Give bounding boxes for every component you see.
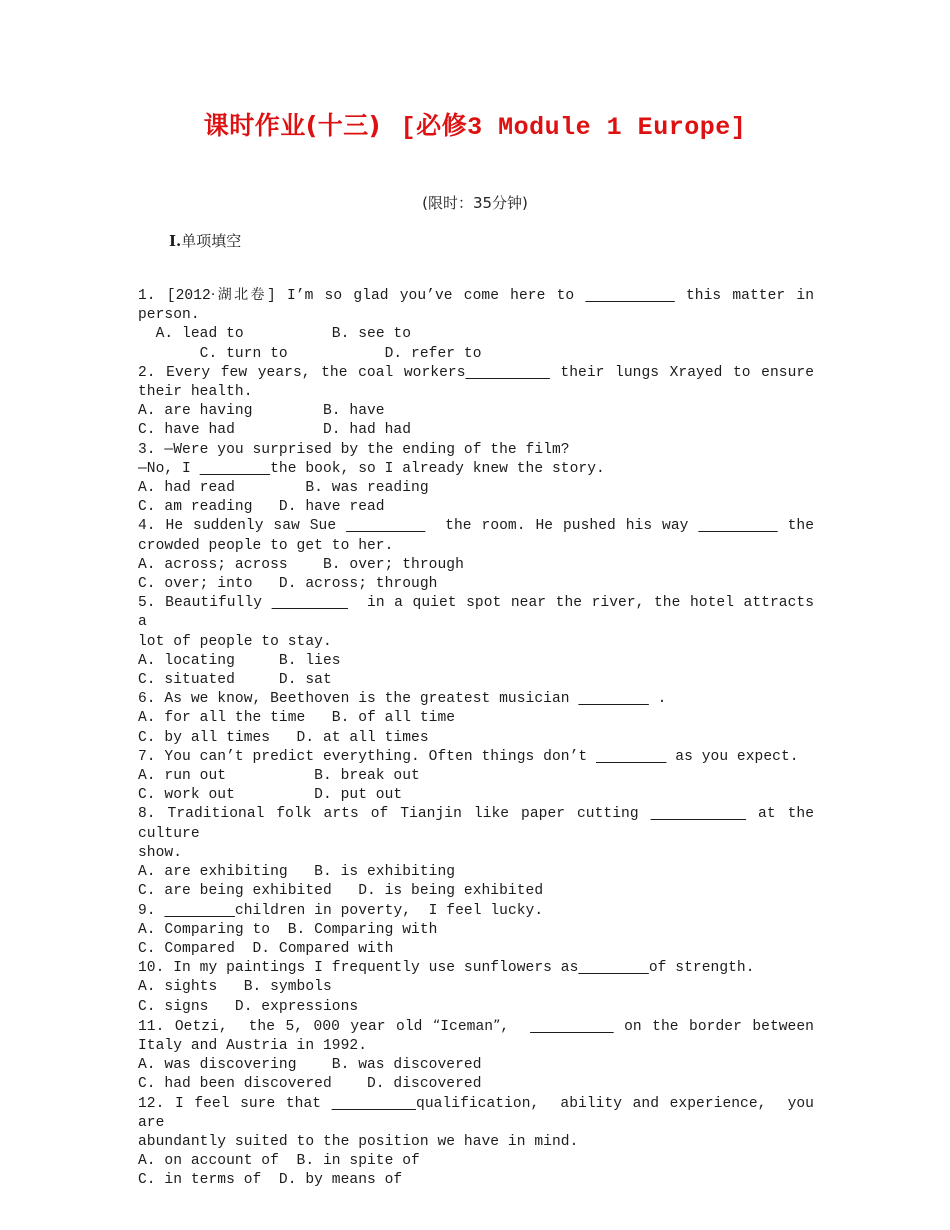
text-run: C. are being exhibited D. is being exhibited — [138, 883, 544, 900]
text-line-q12-opt-cd — [138, 1171, 814, 1190]
text-run: C. by all times D. at all times — [138, 729, 429, 746]
text-line-q9-stem-1 — [138, 902, 814, 921]
text-line-q2-opt-ab — [138, 402, 814, 421]
text-run: children in poverty, I feel lucky. — [234, 902, 544, 919]
text-line-q6-opt-ab — [138, 709, 814, 728]
question-body — [138, 286, 823, 1191]
text-line-q3-stem-1 — [138, 441, 814, 460]
page-title — [0, 106, 950, 142]
text-run: 6. As we know, Beethoven is the greatest musician — [138, 691, 579, 708]
text-line-q6-opt-cd — [138, 729, 814, 748]
answer-blank — [578, 691, 648, 707]
text-run: their health. — [138, 384, 253, 401]
answer-blank — [585, 288, 674, 304]
answer-blank — [332, 1096, 416, 1112]
section-heading — [169, 230, 241, 251]
text-run: this matter in — [674, 288, 814, 304]
text-line-q11-stem-2 — [138, 1037, 814, 1056]
text-run: C. work out D. put out — [138, 787, 403, 804]
text-line-q5-opt-ab — [138, 652, 814, 671]
text-line-q4-stem-1 — [138, 517, 814, 536]
cjk-run: ” — [493, 1017, 501, 1034]
text-run: the — [777, 518, 815, 535]
text-line-q8-stem-2 — [138, 844, 814, 863]
answer-blank — [346, 518, 425, 534]
text-run: 5. Beautifully — [138, 595, 272, 612]
answer-blank — [164, 903, 234, 919]
answer-blank — [272, 595, 348, 611]
text-line-q8-opt-cd — [138, 882, 814, 901]
text-line-q10-opt-cd — [138, 998, 814, 1017]
text-run: show. — [138, 844, 183, 861]
answer-blank — [651, 806, 747, 822]
text-run: abundantly suited to the position we have in mind. — [138, 1133, 579, 1150]
text-line-q1-stem-1 — [138, 286, 814, 306]
text-run: A. across; across B. over; through — [138, 556, 464, 573]
text-run: qualification, ability and experience, you are — [138, 1095, 823, 1131]
text-line-q10-stem-1 — [138, 959, 814, 978]
text-run: A. was discovering B. was discovered — [138, 1057, 482, 1074]
text-run: A. lead to B. see to — [138, 326, 412, 343]
text-run: . — [648, 691, 667, 708]
section-separator: . — [176, 232, 182, 250]
text-run: A. sights B. symbols — [138, 979, 332, 996]
text-run: Italy and Austria in 1992. — [138, 1037, 367, 1054]
text-line-q2-opt-cd — [138, 421, 814, 440]
text-run: A. for all the time B. of all time — [138, 710, 456, 727]
text-line-q12-stem-1 — [138, 1095, 823, 1133]
text-run: A. are exhibiting B. is exhibiting — [138, 864, 456, 881]
text-line-q1-opt-ab — [138, 325, 814, 344]
text-run: A. on account of B. in spite of — [138, 1153, 420, 1170]
text-run: C. situated D. sat — [138, 672, 332, 689]
text-line-q3-stem-2 — [138, 460, 814, 479]
text-line-q4-opt-ab — [138, 556, 814, 575]
page-title-chinese: 课时作业(十三) — [203, 111, 381, 140]
text-run: at the culture — [138, 806, 823, 842]
text-run: C. have had D. had had — [138, 422, 412, 439]
cjk-run: ·湖北卷 — [210, 287, 267, 303]
text-line-q4-stem-2 — [138, 537, 814, 556]
answer-blank — [466, 365, 550, 381]
text-run: 4. He suddenly saw Sue — [138, 518, 347, 535]
text-run: C. turn to D. refer to — [138, 345, 482, 362]
section-label: 单项填空 — [181, 232, 242, 250]
text-run: C. had been discovered D. discovered — [138, 1076, 482, 1093]
text-run: ] I’m so glad you’ve come here to — [266, 288, 586, 304]
answer-blank — [698, 518, 777, 534]
text-run: Iceman — [440, 1018, 494, 1035]
text-run: 1. [2012 — [138, 288, 211, 304]
text-run: A. had read B. was reading — [138, 480, 429, 497]
text-run: 8. Traditional folk arts of Tianjin like paper cutting — [138, 806, 651, 823]
text-line-q1-opt-cd — [138, 345, 814, 364]
text-run: A. Comparing to B. Comparing with — [138, 921, 438, 938]
text-run: the room. He pushed his way — [425, 518, 699, 535]
time-limit-note: (限时：35分钟) — [422, 194, 528, 212]
text-run: 9. — [138, 902, 165, 919]
text-run: 12. I feel sure that — [138, 1095, 332, 1112]
answer-blank — [200, 461, 270, 477]
text-line-q8-opt-ab — [138, 863, 814, 882]
text-run: A. locating B. lies — [138, 652, 341, 669]
text-run: C. am reading D. have read — [138, 499, 385, 516]
text-line-q5-stem-1 — [138, 594, 823, 632]
text-line-q9-opt-ab — [138, 921, 814, 940]
text-line-q5-stem-2 — [138, 633, 814, 652]
text-line-q8-stem-1 — [138, 805, 823, 843]
text-run: 7. You can’t predict everything. Often things don’t — [138, 748, 596, 765]
text-line-q3-opt-ab — [138, 479, 814, 498]
text-line-q7-opt-cd — [138, 786, 814, 805]
text-line-q5-opt-cd — [138, 671, 814, 690]
text-run: —No, I — [138, 460, 200, 477]
text-run: the book, so I already knew the story. — [270, 460, 605, 477]
page-title-bracket: [必修3 Module 1 Europe] — [400, 113, 747, 142]
answer-blank — [578, 960, 648, 976]
text-run: in a quiet spot near the river, the hotel attracts a — [138, 595, 823, 631]
text-run: crowded people to get to her. — [138, 537, 394, 554]
text-run: person. — [138, 307, 200, 324]
text-run: A. run out B. break out — [138, 768, 420, 785]
text-run: A. are having B. have — [138, 403, 385, 420]
text-line-q11-opt-cd — [138, 1075, 814, 1094]
text-line-q9-opt-cd — [138, 940, 814, 959]
section-number: Ⅰ — [169, 232, 177, 250]
text-run: C. signs D. expressions — [138, 998, 359, 1015]
answer-blank — [596, 749, 666, 765]
text-line-q12-stem-2 — [138, 1133, 814, 1152]
text-run: lot of people to stay. — [138, 633, 332, 650]
text-line-q10-opt-ab — [138, 978, 814, 997]
text-run: C. Compared D. Compared with — [138, 940, 394, 957]
text-line-q6-stem-1 — [138, 690, 814, 709]
text-run: , — [500, 1018, 531, 1035]
text-run: 10. In my paintings I frequently use sunflowers as — [138, 960, 579, 977]
text-line-q2-stem-2 — [138, 383, 814, 402]
text-line-q2-stem-1 — [138, 364, 814, 383]
text-run: 2. Every few years, the coal workers — [138, 364, 466, 381]
cjk-run: “ — [432, 1017, 441, 1034]
text-run: their lungs Xrayed to ensure — [549, 364, 815, 381]
answer-blank — [530, 1019, 614, 1035]
text-run: 11. Oetzi, the 5, 000 year old — [138, 1018, 433, 1035]
text-line-q12-opt-ab — [138, 1152, 814, 1171]
text-line-q1-stem-2 — [138, 306, 814, 325]
text-line-q4-opt-cd — [138, 575, 814, 594]
text-line-q7-stem-1 — [138, 748, 814, 767]
text-run: on the border between — [613, 1018, 814, 1035]
text-run: C. over; into D. across; through — [138, 576, 438, 593]
text-run: 3. —Were you surprised by the ending of the film? — [138, 441, 570, 458]
text-run: C. in terms of D. by means of — [138, 1172, 403, 1189]
text-run: of strength. — [648, 960, 755, 977]
text-line-q7-opt-ab — [138, 767, 814, 786]
text-run: as you expect. — [666, 748, 799, 765]
text-line-q3-opt-cd — [138, 498, 814, 517]
text-line-q11-opt-ab — [138, 1056, 814, 1075]
text-line-q11-stem-1 — [138, 1017, 814, 1037]
